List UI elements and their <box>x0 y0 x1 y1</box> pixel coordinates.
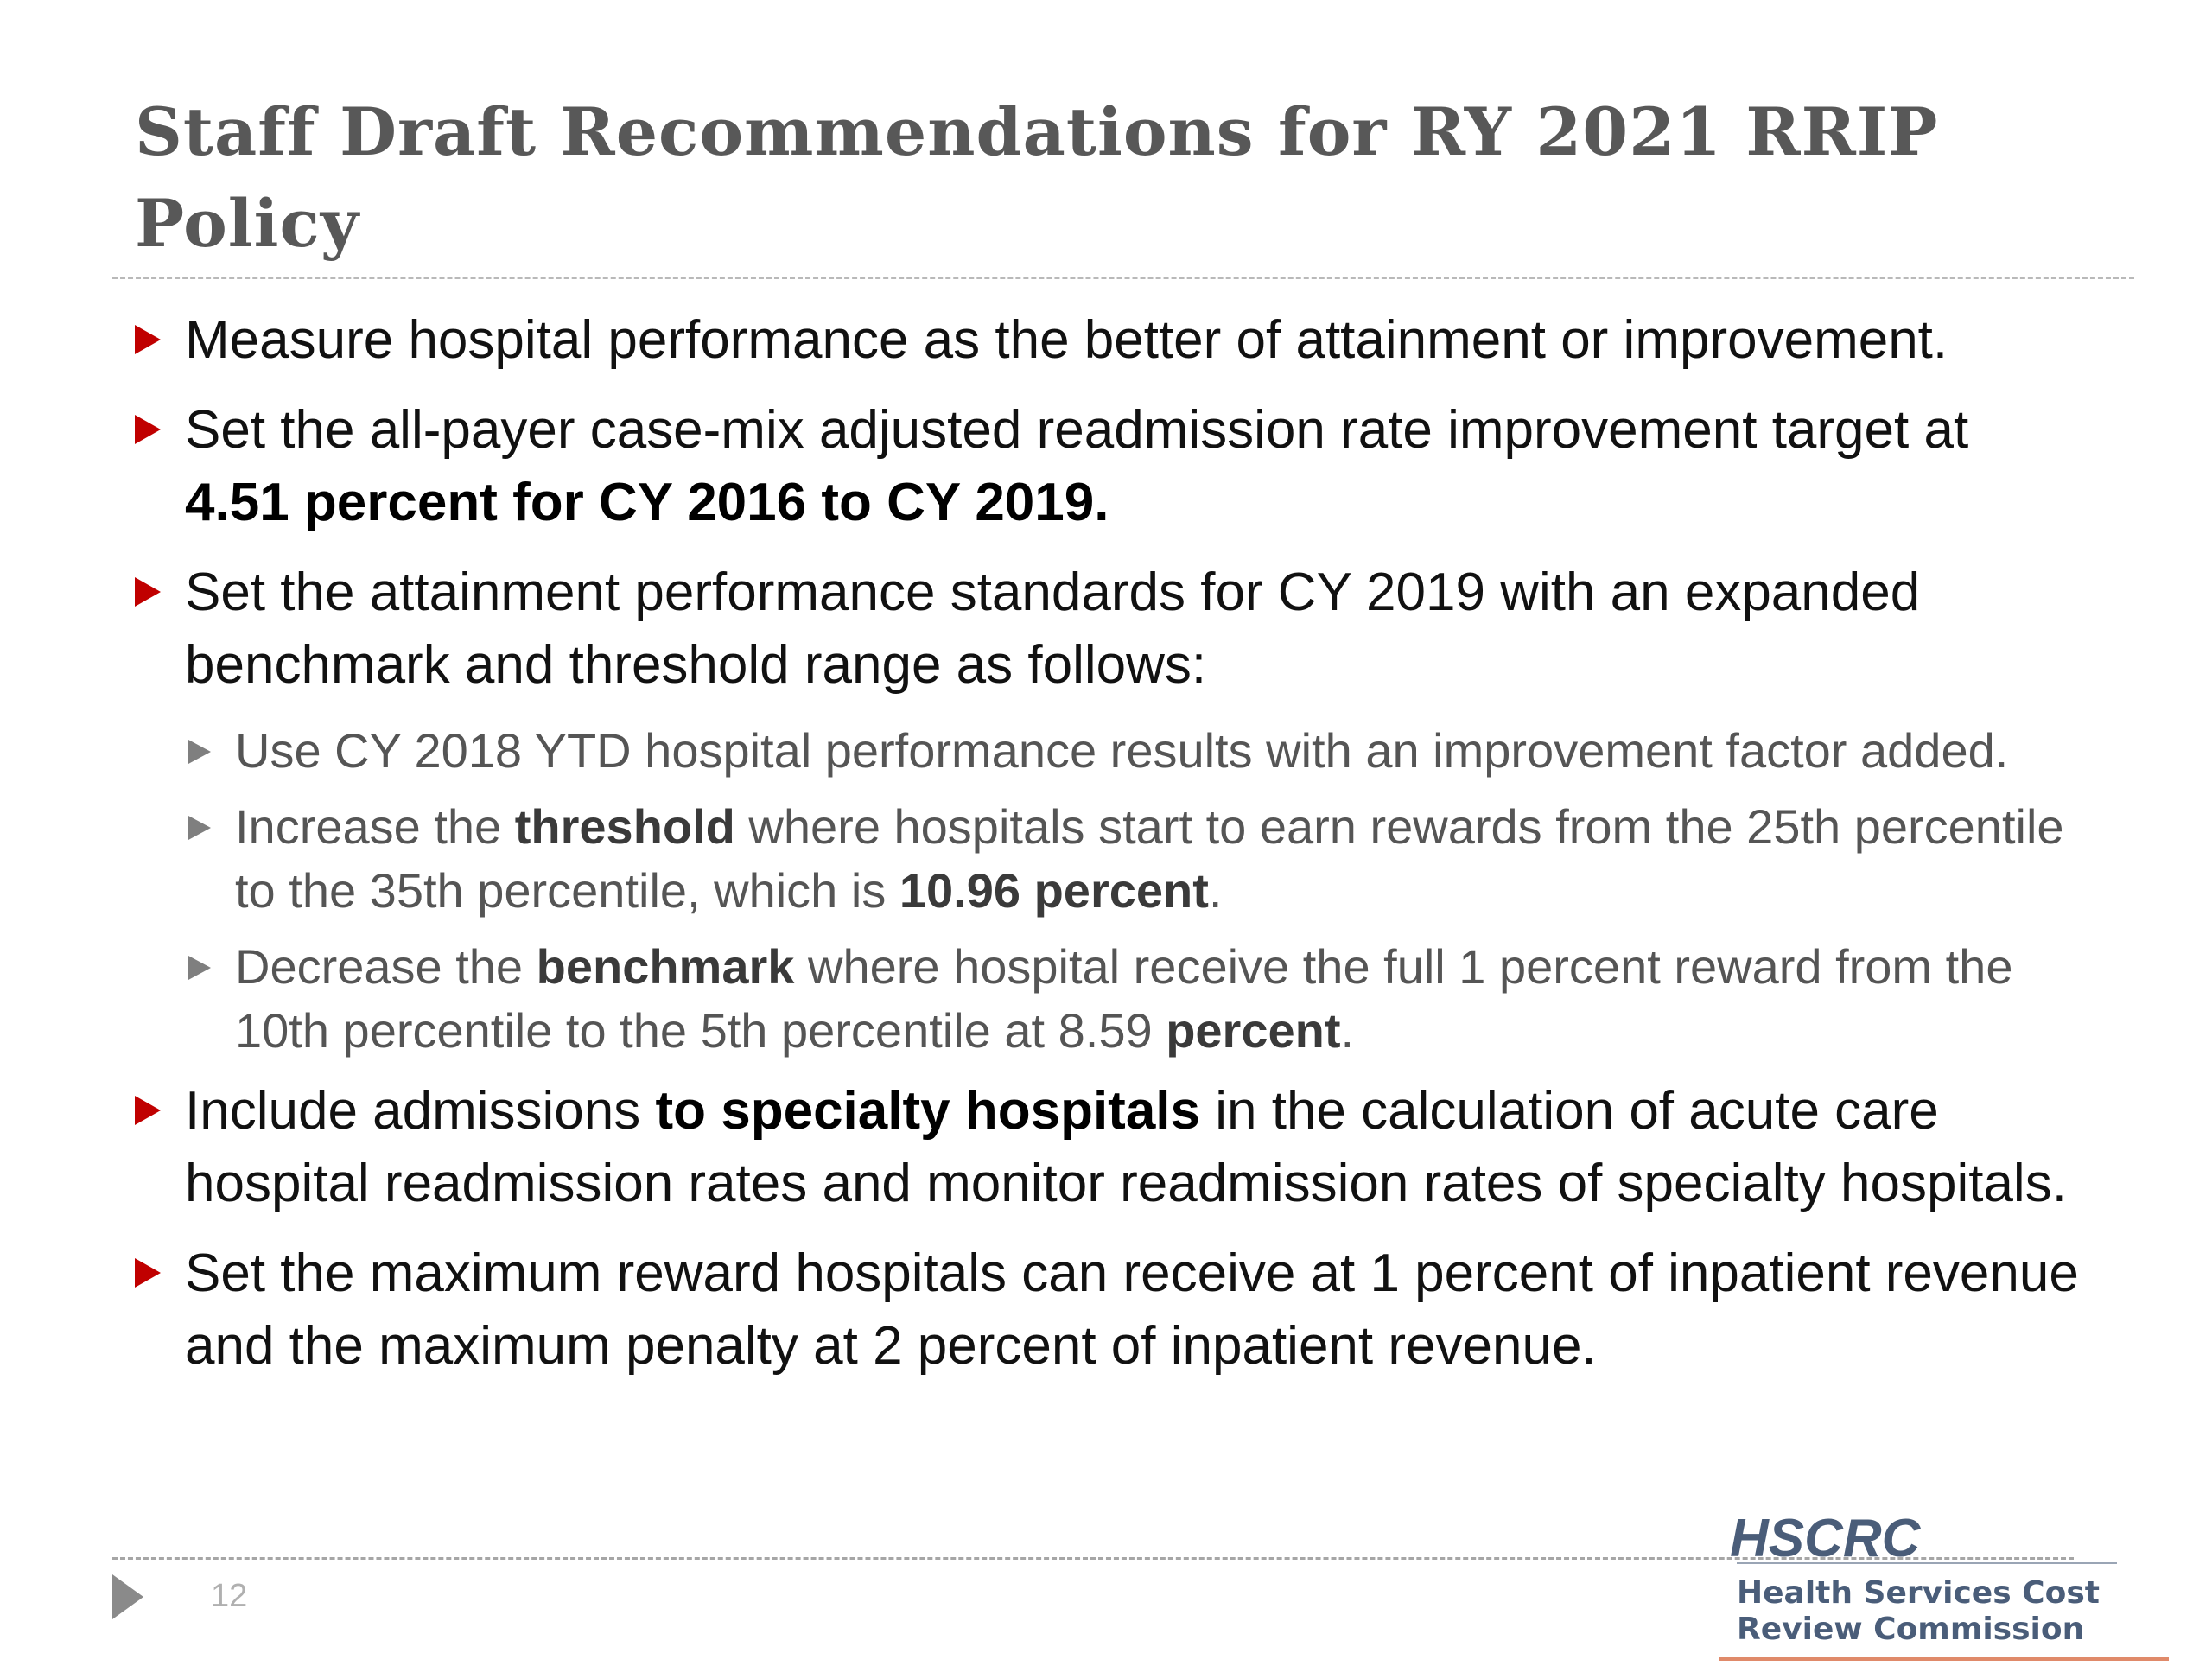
bullet-text: in the calculation of acute care hospital readmission rates and monitor readmission rates of specialty hospitals. <box>185 1081 2067 1213</box>
bullet-item <box>130 1237 2082 1383</box>
bullet-text: Increase the <box>235 799 515 854</box>
bullet-text: where hospital receive the full 1 percent reward from the 10th percentile to the 5th percentile at 8.59 <box>235 939 2013 1058</box>
bullet-text: . <box>1340 1003 1355 1058</box>
bullet-text: Measure hospital performance as the better of attainment or improvement. <box>185 310 1948 370</box>
page-number: 12 <box>211 1578 248 1614</box>
bullet-text-bold: threshold <box>514 799 735 854</box>
logo-divider <box>1737 1562 2117 1564</box>
bullet-text-bold: 10.96 percent <box>899 863 1209 918</box>
sub-bullet-item <box>130 935 2082 1063</box>
red-triangle-bullet-icon <box>135 1096 161 1125</box>
slide-nav-arrow-icon[interactable] <box>112 1574 143 1619</box>
red-triangle-bullet-icon <box>135 325 161 354</box>
bullet-list <box>130 304 2082 1400</box>
sub-bullet-item <box>130 795 2082 923</box>
bullet-text: where hospitals start to earn rewards from the 25th percentile to the 35th percentile, which is <box>235 799 2064 918</box>
bullet-text-bold: benchmark <box>536 939 795 994</box>
logo-line-1: Health Services Cost <box>1737 1575 2100 1611</box>
grey-triangle-bullet-icon <box>188 816 211 840</box>
bullet-text: Set the all-payer case-mix adjusted readmission rate improvement target at <box>185 400 1969 460</box>
grey-triangle-bullet-icon <box>188 740 211 764</box>
bullet-text-bold: to specialty hospitals <box>655 1081 1201 1141</box>
title-divider <box>112 277 2134 279</box>
red-triangle-bullet-icon <box>135 415 161 444</box>
bullet-text-bold: percent <box>1166 1003 1341 1058</box>
logo-mark: HSCRC <box>1730 1509 1921 1568</box>
bullet-item <box>130 394 2082 539</box>
bullet-text: Set the attainment performance standards for CY 2019 with an expanded benchmark and threshold range as follows: <box>185 563 1921 695</box>
bullet-item <box>130 1075 2082 1220</box>
bullet-text: Decrease the <box>235 939 537 994</box>
bullet-item <box>130 304 2082 377</box>
bullet-text: Include admissions <box>185 1081 656 1141</box>
sub-bullet-item <box>130 719 2082 783</box>
logo-line-2: Review Commission <box>1737 1612 2085 1647</box>
bullet-item <box>130 556 2082 702</box>
red-triangle-bullet-icon <box>135 1258 161 1288</box>
grey-triangle-bullet-icon <box>188 956 211 980</box>
red-triangle-bullet-icon <box>135 577 161 607</box>
bullet-text-bold: 4.51 percent for CY 2016 to CY 2019. <box>185 473 1109 532</box>
slide-title: Staff Draft Recommendations for RY 2021 RRIP Policy <box>135 93 1939 262</box>
bullet-text: Set the maximum reward hospitals can receive at 1 percent of inpatient revenue and the maximum penalty at 2 percent of inpatient revenue. <box>185 1243 2079 1376</box>
bullet-text: Use CY 2018 YTD hospital performance results with an improvement factor added. <box>235 723 2009 778</box>
hscrc-logo <box>1719 1510 2169 1666</box>
bullet-text: . <box>1208 863 1223 918</box>
logo-accent-bar <box>1719 1657 2169 1661</box>
